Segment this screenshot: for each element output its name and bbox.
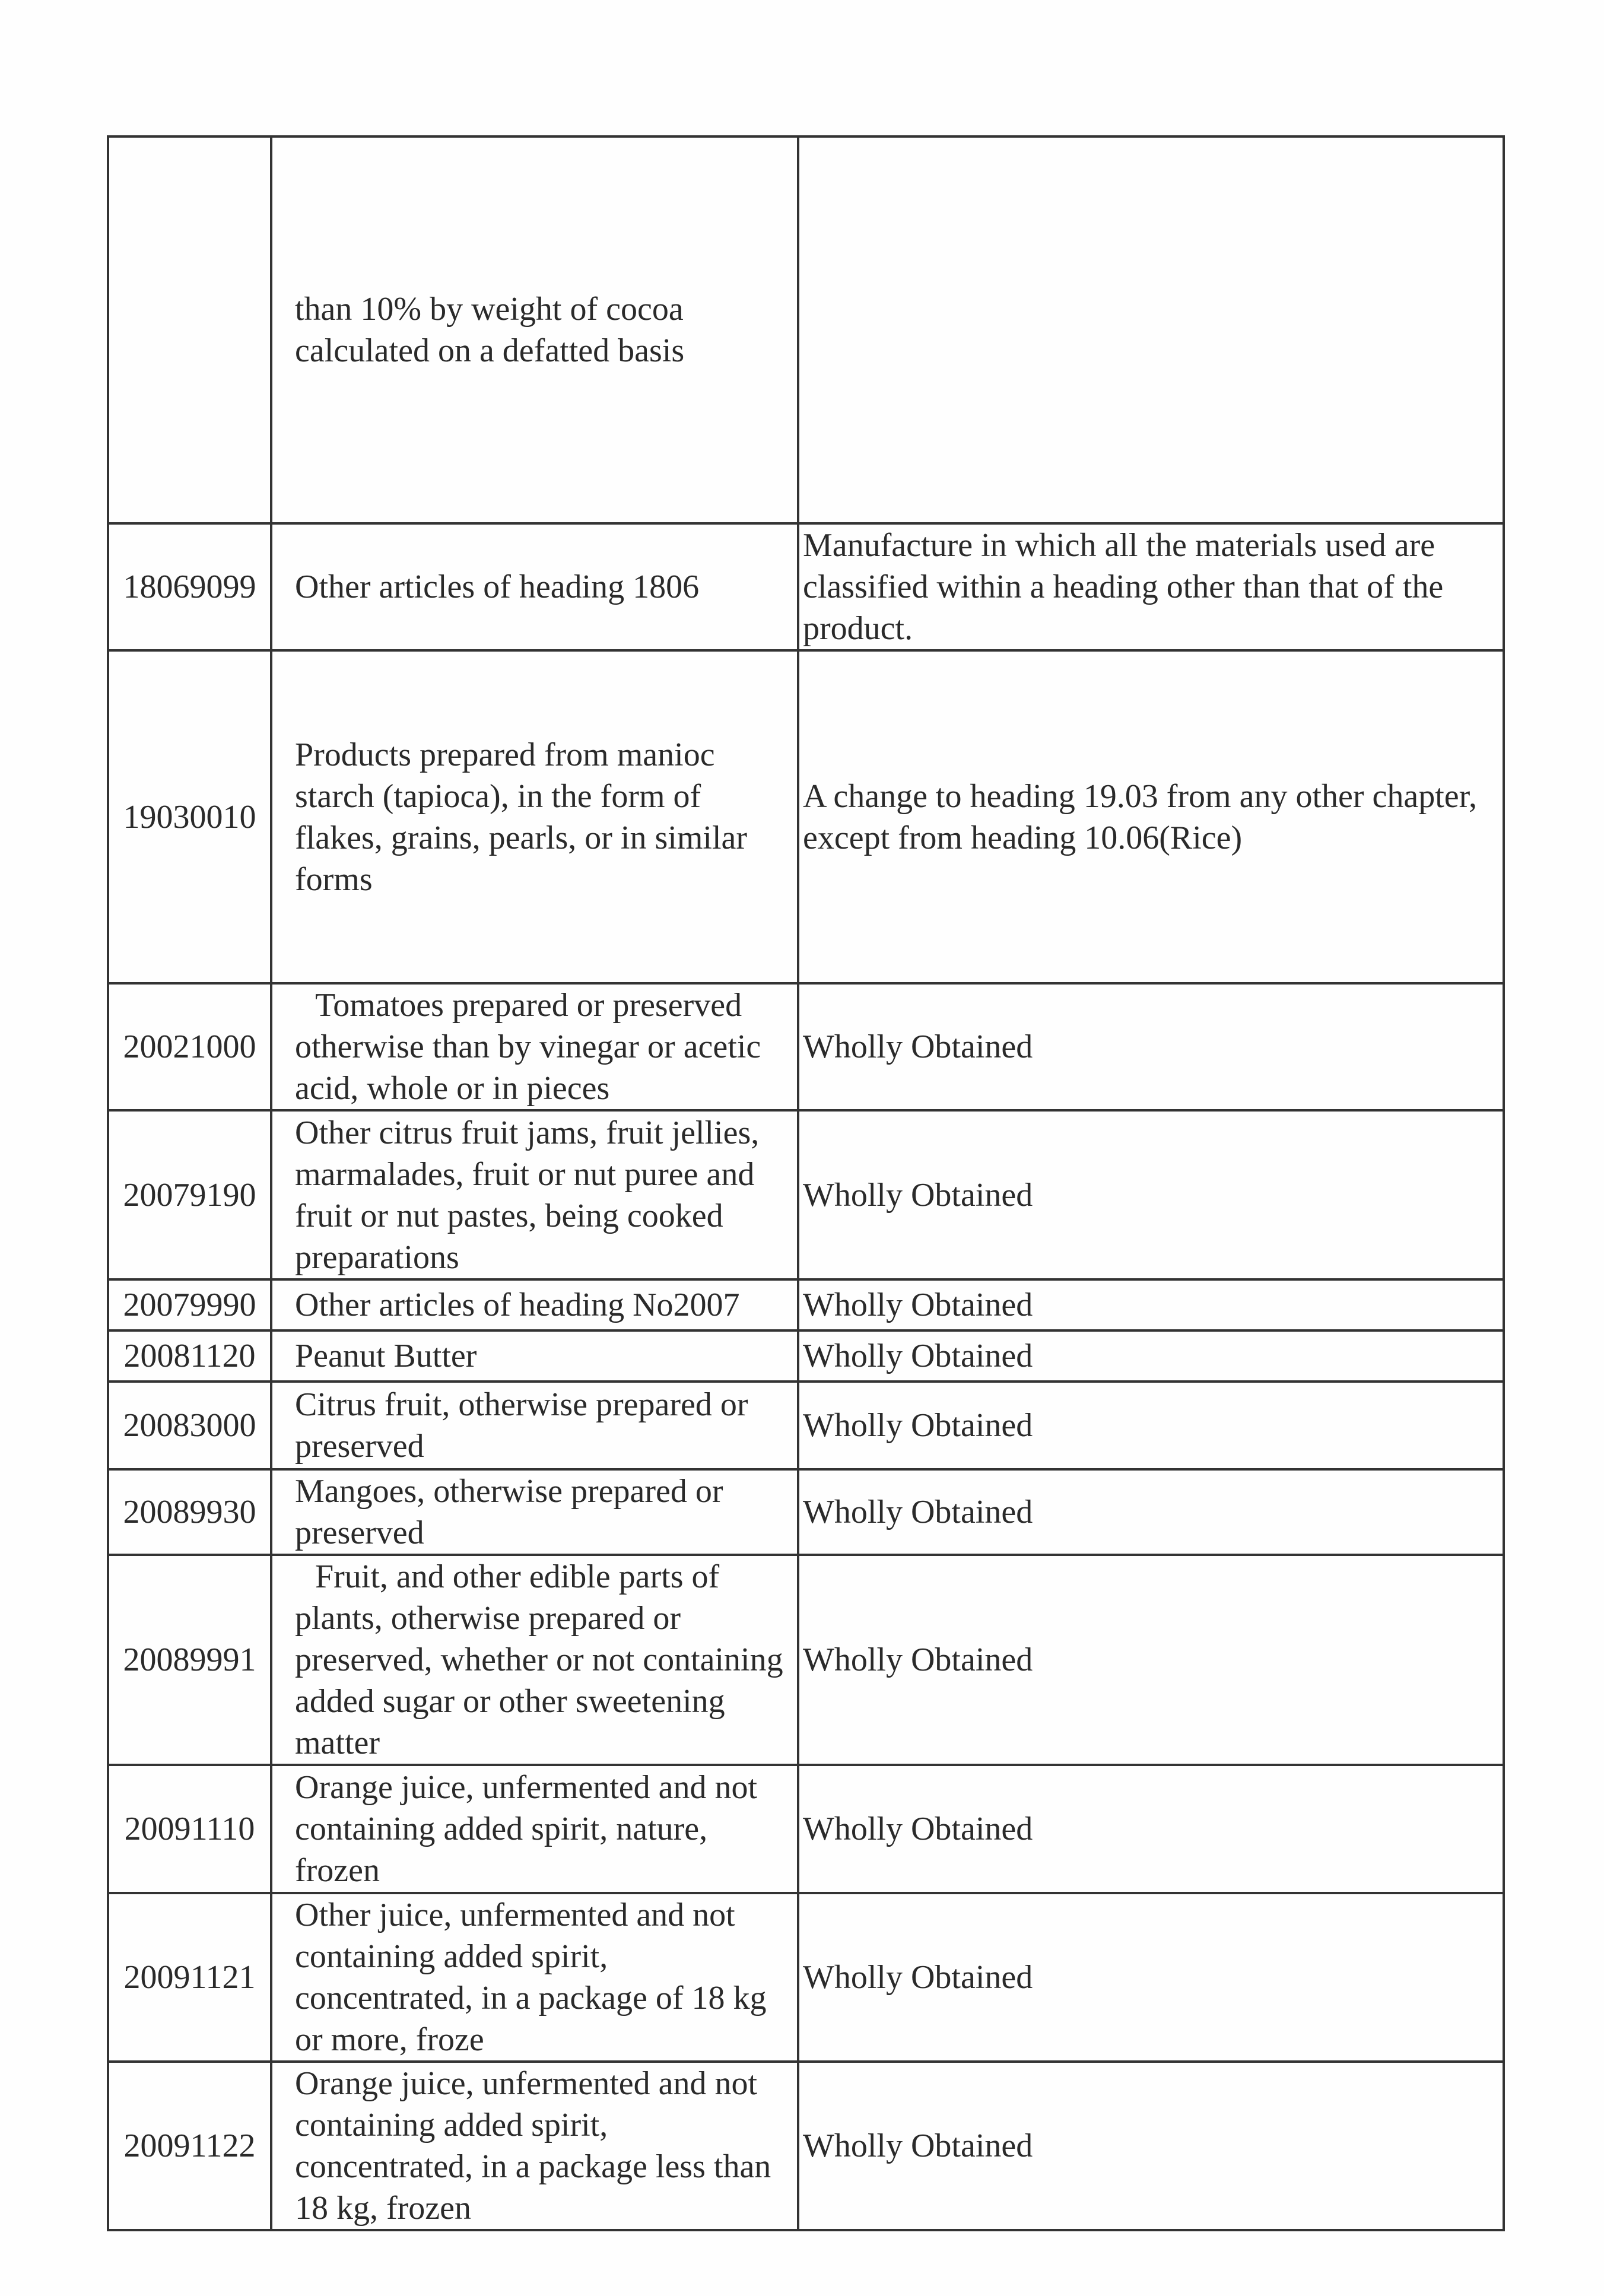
description-cell: Other citrus fruit jams, fruit jellies, marmalades, fruit or nut puree and fruit or nut pastes, being cooked preparations	[271, 1110, 798, 1279]
hs-code-cell	[108, 136, 271, 523]
rule-cell	[798, 136, 1504, 523]
hs-code-cell: 20079990	[108, 1279, 271, 1330]
table-row	[108, 523, 1504, 650]
table-row	[108, 1382, 1504, 1469]
rule-cell: Wholly Obtained	[798, 1893, 1504, 2062]
rule-cell: Wholly Obtained	[798, 1765, 1504, 1893]
hs-code-cell: 18069099	[108, 523, 271, 650]
description-cell: Other articles of heading 1806	[271, 523, 798, 650]
hs-code-cell: 20091110	[108, 1765, 271, 1893]
table-row	[108, 1110, 1504, 1279]
description-cell: Peanut Butter	[271, 1330, 798, 1382]
table-row	[108, 1279, 1504, 1330]
rule-cell: Wholly Obtained	[798, 1279, 1504, 1330]
description-cell: Orange juice, unfermented and not containing added spirit, nature, frozen	[271, 1765, 798, 1893]
rule-cell: Wholly Obtained	[798, 1330, 1504, 1382]
hs-code-cell: 20083000	[108, 1382, 271, 1469]
rule-cell: Wholly Obtained	[798, 1469, 1504, 1555]
rule-cell: Wholly Obtained	[798, 983, 1504, 1110]
rule-cell: Manufacture in which all the materials used are classified within a heading other than that of the product.	[798, 523, 1504, 650]
description-cell: Mangoes, otherwise prepared or preserved	[271, 1469, 798, 1555]
table-row	[108, 650, 1504, 983]
rule-cell: Wholly Obtained	[798, 1382, 1504, 1469]
description-cell: Products prepared from manioc starch (tapioca), in the form of flakes, grains, pearls, or in similar forms	[271, 650, 798, 983]
hs-code-cell: 20021000	[108, 983, 271, 1110]
table-row	[108, 1330, 1504, 1382]
rule-cell: A change to heading 19.03 from any other chapter, except from heading 10.06(Rice)	[798, 650, 1504, 983]
table-row	[108, 1469, 1504, 1555]
description-cell: Other juice, unfermented and not containing added spirit, concentrated, in a package of 18 kg or more, froze	[271, 1893, 798, 2062]
hs-code-cell: 19030010	[108, 650, 271, 983]
description-cell: Orange juice, unfermented and not containing added spirit, concentrated, in a package less than 18 kg, frozen	[271, 2062, 798, 2230]
hs-code-cell: 20089930	[108, 1469, 271, 1555]
rule-cell: Wholly Obtained	[798, 1555, 1504, 1765]
rules-of-origin-table	[107, 135, 1505, 2231]
hs-code-cell: 20081120	[108, 1330, 271, 1382]
table-row	[108, 983, 1504, 1110]
hs-code-cell: 20089991	[108, 1555, 271, 1765]
hs-code-cell: 20091122	[108, 2062, 271, 2230]
table-row	[108, 136, 1504, 523]
table-row	[108, 1893, 1504, 2062]
description-cell: than 10% by weight of cocoa calculated on a defatted basis	[271, 136, 798, 523]
description-cell: Fruit, and other edible parts of plants, otherwise prepared or preserved, whether or not containing added sugar or other sweetening matter	[271, 1555, 798, 1765]
table-row	[108, 1555, 1504, 1765]
hs-code-cell: 20079190	[108, 1110, 271, 1279]
table-row	[108, 1765, 1504, 1893]
rule-cell: Wholly Obtained	[798, 2062, 1504, 2230]
hs-code-cell: 20091121	[108, 1893, 271, 2062]
description-cell: Tomatoes prepared or preserved otherwise than by vinegar or acetic acid, whole or in pieces	[271, 983, 798, 1110]
rule-cell: Wholly Obtained	[798, 1110, 1504, 1279]
table-row	[108, 2062, 1504, 2230]
description-cell: Citrus fruit, otherwise prepared or preserved	[271, 1382, 798, 1469]
description-cell: Other articles of heading No2007	[271, 1279, 798, 1330]
